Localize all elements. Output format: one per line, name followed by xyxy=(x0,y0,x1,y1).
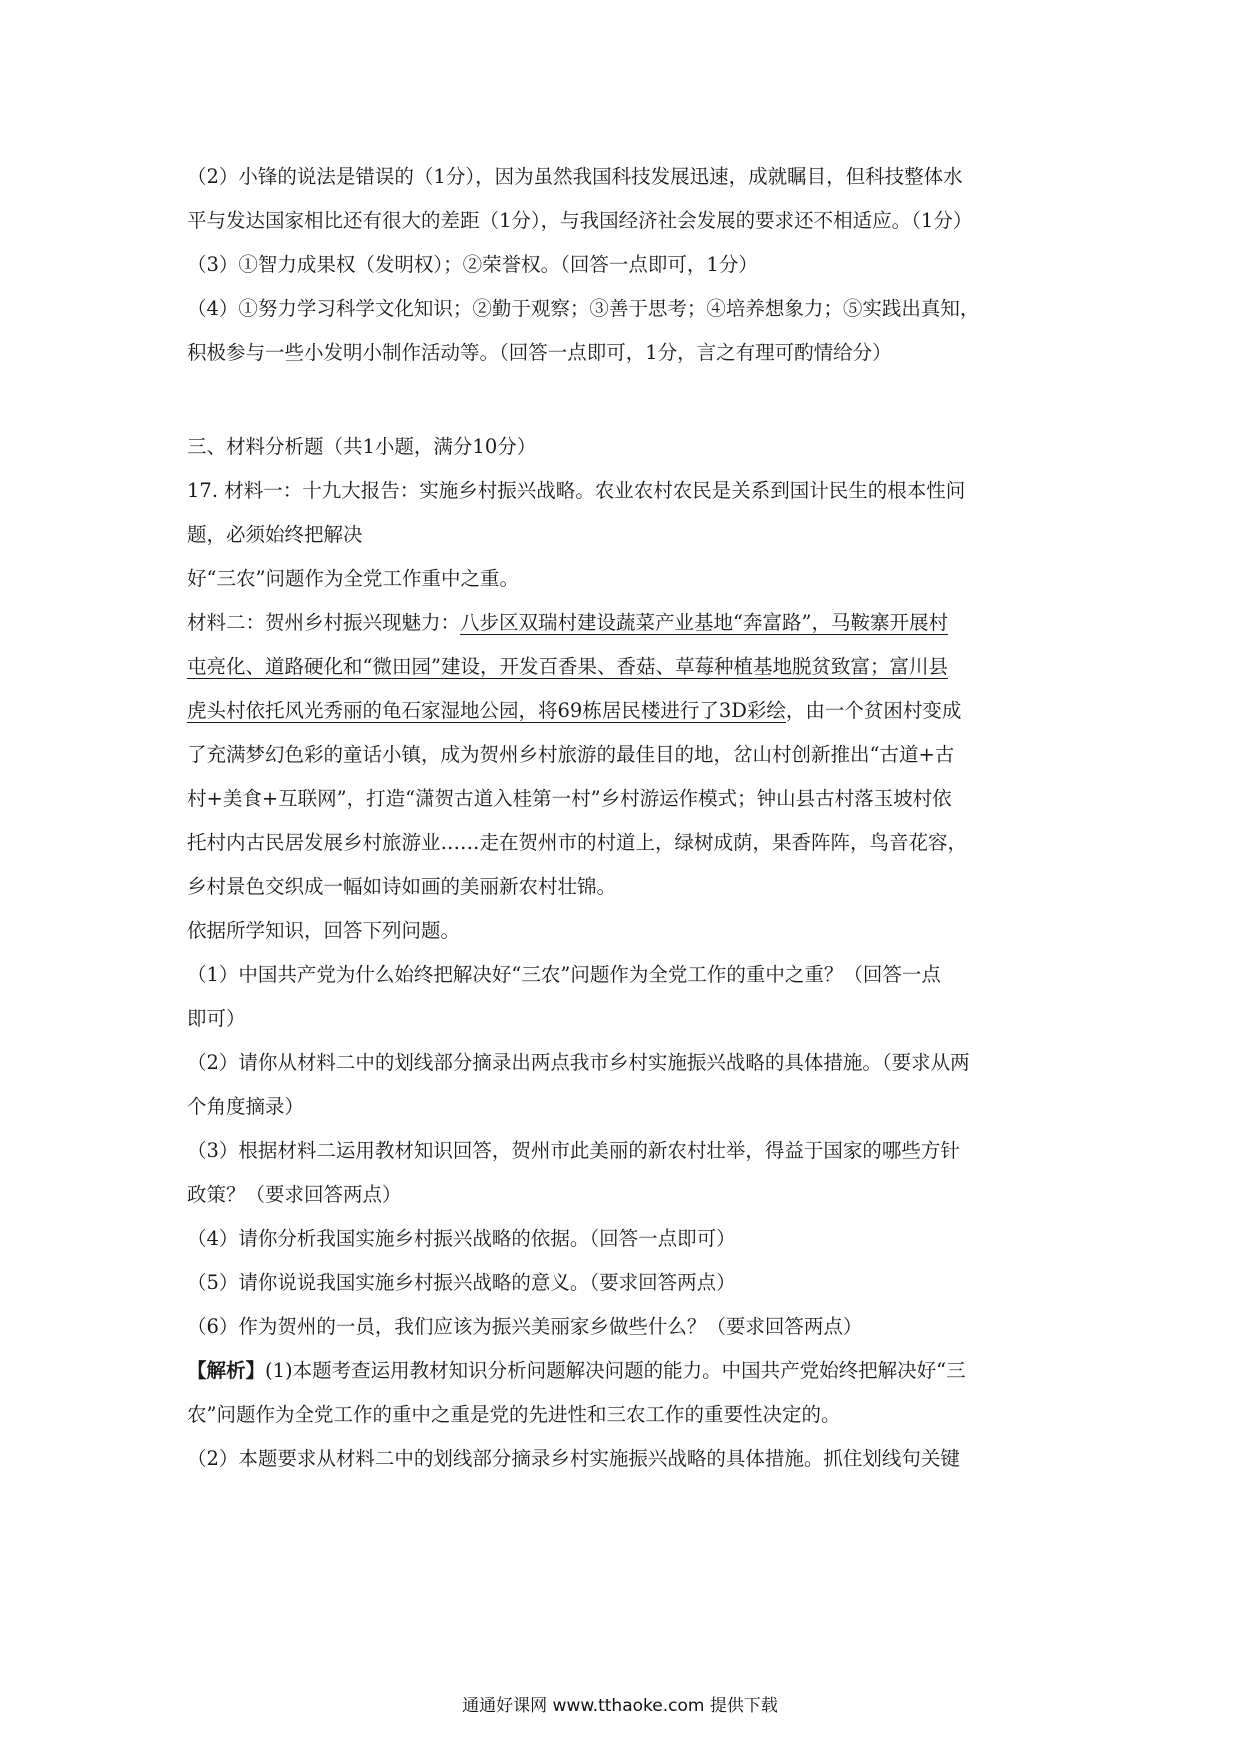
document-page xyxy=(187,155,1055,1481)
subquestion-6: （6）作为贺州的一员，我们应该为振兴美丽家乡做些什么？（要求回答两点） xyxy=(187,1315,863,1338)
subquestion-2-line2: 个角度摘录） xyxy=(187,1095,305,1118)
material2-line5: 村+美食+互联网”，打造“潇贺古道入桂第一村”乡村游运作模式；钟山县古村落玉坡村依 xyxy=(187,787,952,810)
analysis-line1-rest: (1)本题考查运用教材知识分析问题解决问题的能力。中国共产党始终把解决好“三 xyxy=(265,1359,966,1382)
analysis-line3: （2）本题要求从材料二中的划线部分摘录乡村实施振兴战略的具体措施。抓住划线句关键 xyxy=(187,1447,960,1470)
material2-underlined-1: 八步区双瑞村建设蔬菜产业基地“奔富路”，马鞍寨开展村 xyxy=(460,611,948,634)
footer-watermark: 通通好课网 www.tthaoke.com 提供下载 xyxy=(462,1696,778,1716)
subquestion-1-line2: 即可） xyxy=(187,1007,246,1030)
material2-line6: 托村内古民居发展乡村旅游业……走在贺州市的村道上，绿树成荫，果香阵阵，鸟音花容， xyxy=(187,831,968,854)
section-gap xyxy=(187,375,1055,425)
subquestion-3-line2: 政策？（要求回答两点） xyxy=(187,1183,402,1206)
material2-line7: 乡村景色交织成一幅如诗如画的美丽新农村壮锦。 xyxy=(187,875,617,898)
analysis-line2: 农”问题作为全党工作的重中之重是党的先进性和三农工作的重要性决定的。 xyxy=(187,1403,841,1426)
material2-line4: 了充满梦幻色彩的童话小镇，成为贺州乡村旅游的最佳目的地，岔山村创新推出“古道+古 xyxy=(187,743,955,766)
answer-q2-line2: 平与发达国家相比还有很大的差距（1分），与我国经济社会发展的要求还不相适应。（1分） xyxy=(187,209,973,232)
subquestion-1-line1: （1）中国共产党为什么始终把解决好“三农”问题作为全党工作的重中之重？（回答一点 xyxy=(187,963,941,986)
question-prompt: 依据所学知识，回答下列问题。 xyxy=(187,919,461,942)
answer-q4-line2: 积极参与一些小发明小制作活动等。（回答一点即可，1分，言之有理可酌情给分） xyxy=(187,341,892,364)
answer-q2-line1: （2）小锋的说法是错误的（1分），因为虽然我国科技发展迅速，成就瞩目，但科技整体水 xyxy=(187,165,963,188)
answer-q3: （3）①智力成果权（发明权）；②荣誉权。（回答一点即可，1分） xyxy=(187,253,758,276)
material2-underlined-3: 虎头村依托风光秀丽的龟石家湿地公园，将69栋居民楼进行了3D彩绘 xyxy=(187,699,786,722)
material2-underlined-2: 屯亮化、道路硬化和“微田园”建设，开发百香果、香菇、草莓种植基地脱贫致富；富川县 xyxy=(187,655,948,678)
subquestion-4: （4）请你分析我国实施乡村振兴战略的依据。（回答一点即可） xyxy=(187,1227,736,1250)
material1-line3: 好“三农”问题作为全党工作重中之重。 xyxy=(187,567,519,590)
material2-line3 xyxy=(187,689,1055,733)
material1-line1: 17. 材料一：十九大报告：实施乡村振兴战略。农业农村农民是关系到国计民生的根本性问 xyxy=(187,479,966,502)
material2-prefix: 材料二：贺州乡村振兴现魅力： xyxy=(187,611,461,634)
subquestion-3-line1: （3）根据材料二运用教材知识回答，贺州市此美丽的新农村壮举，得益于国家的哪些方针 xyxy=(187,1139,960,1162)
material2-line3-rest: ，由一个贫困村变成 xyxy=(785,699,962,722)
answer-q4-line1: （4）①努力学习科学文化知识；②勤于观察；③善于思考；④培养想象力；⑤实践出真知， xyxy=(187,297,980,320)
material2-line2 xyxy=(187,645,1055,689)
subquestion-2-line1: （2）请你从材料二中的划线部分摘录出两点我市乡村实施振兴战略的具体措施。（要求从两 xyxy=(187,1051,970,1074)
section-heading: 三、材料分析题（共1小题，满分10分） xyxy=(187,435,537,458)
analysis-line1 xyxy=(187,1349,1055,1393)
analysis-tag: 【解析】 xyxy=(187,1359,266,1382)
material2-line1 xyxy=(187,601,1055,645)
material1-line2: 题，必须始终把解决 xyxy=(187,523,363,546)
subquestion-5: （5）请你说说我国实施乡村振兴战略的意义。（要求回答两点） xyxy=(187,1271,736,1294)
